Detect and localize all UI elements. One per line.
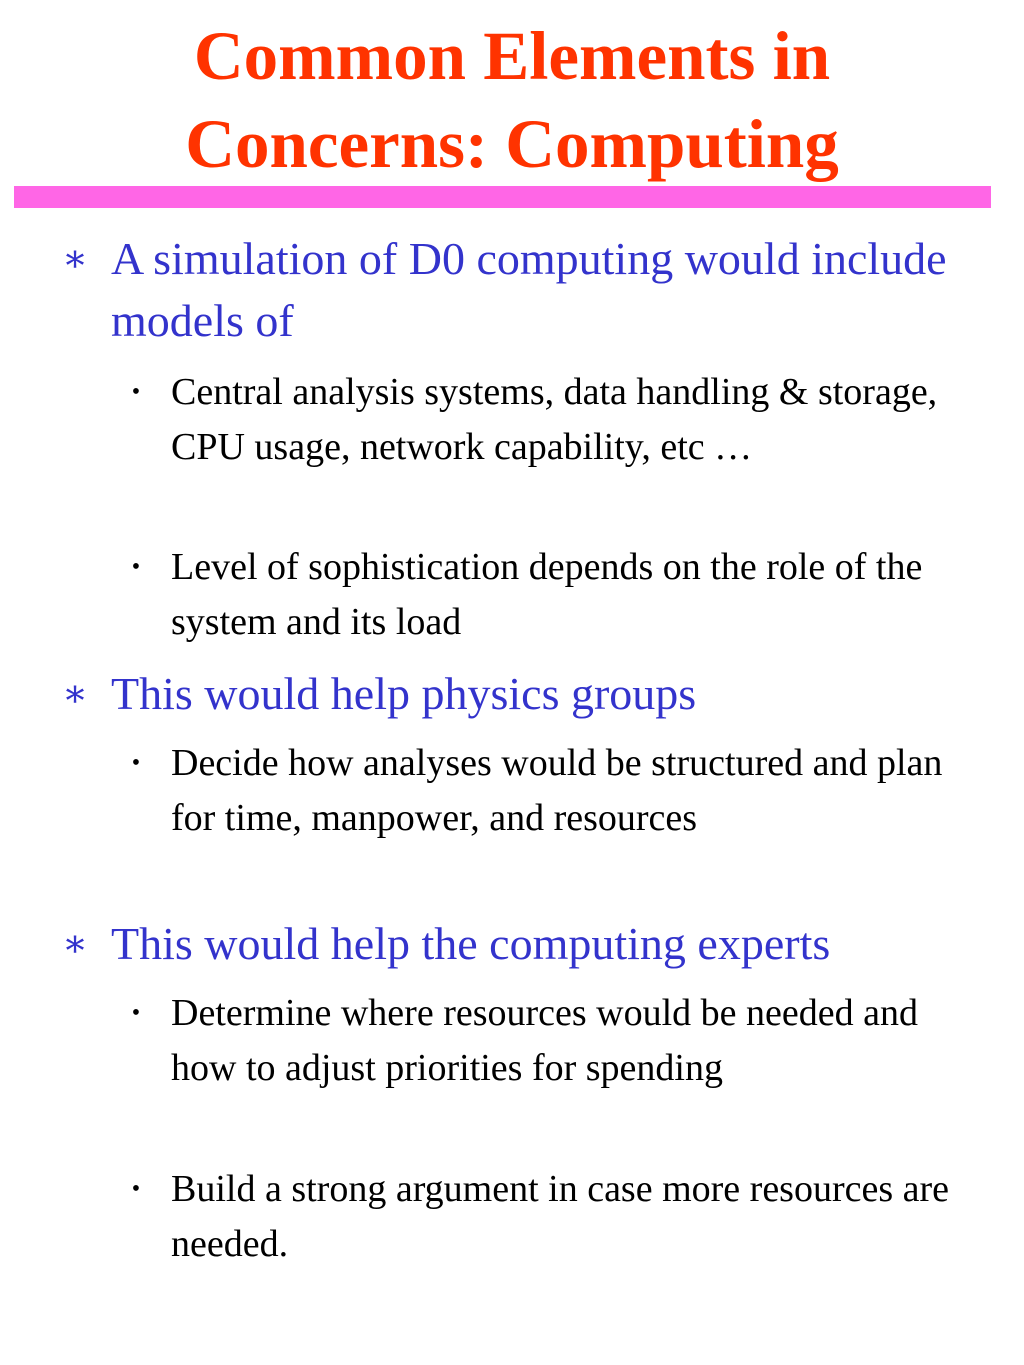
- bullet-2-text: This would help physics groups: [111, 668, 697, 719]
- asterisk-bullet-icon: ∗: [62, 673, 88, 715]
- bullet-1-text: A simulation of D0 computing would include models of: [111, 233, 947, 346]
- asterisk-bullet-icon: ∗: [62, 238, 88, 280]
- dot-bullet-icon: •: [131, 750, 141, 776]
- bullet-3-text: This would help the computing experts: [111, 918, 831, 969]
- dot-bullet-icon: •: [131, 554, 141, 580]
- dot-bullet-icon: •: [131, 1176, 141, 1202]
- dot-bullet-icon: •: [131, 379, 141, 405]
- bullet-3-sub-1-text: Determine where resources would be needed and how to adjust priorities for spending: [171, 992, 919, 1089]
- bullet-2-sub-1-text: Decide how analyses would be structured and plan for time, manpower, and resources: [171, 742, 943, 839]
- bullet-1-sub-2-text: Level of sophistication depends on the role of the system and its load: [171, 546, 923, 643]
- asterisk-bullet-icon: ∗: [62, 923, 88, 965]
- dot-bullet-icon: •: [131, 1000, 141, 1026]
- slide-title-line-2: Concerns: Computing: [185, 106, 839, 182]
- bullet-3-sub-2-text: Build a strong argument in case more resources are needed.: [171, 1168, 950, 1265]
- slide-title-line-1: Common Elements in: [193, 18, 831, 94]
- bullet-1-sub-1-text: Central analysis systems, data handling & storage, CPU usage, network capability, etc …: [171, 371, 938, 468]
